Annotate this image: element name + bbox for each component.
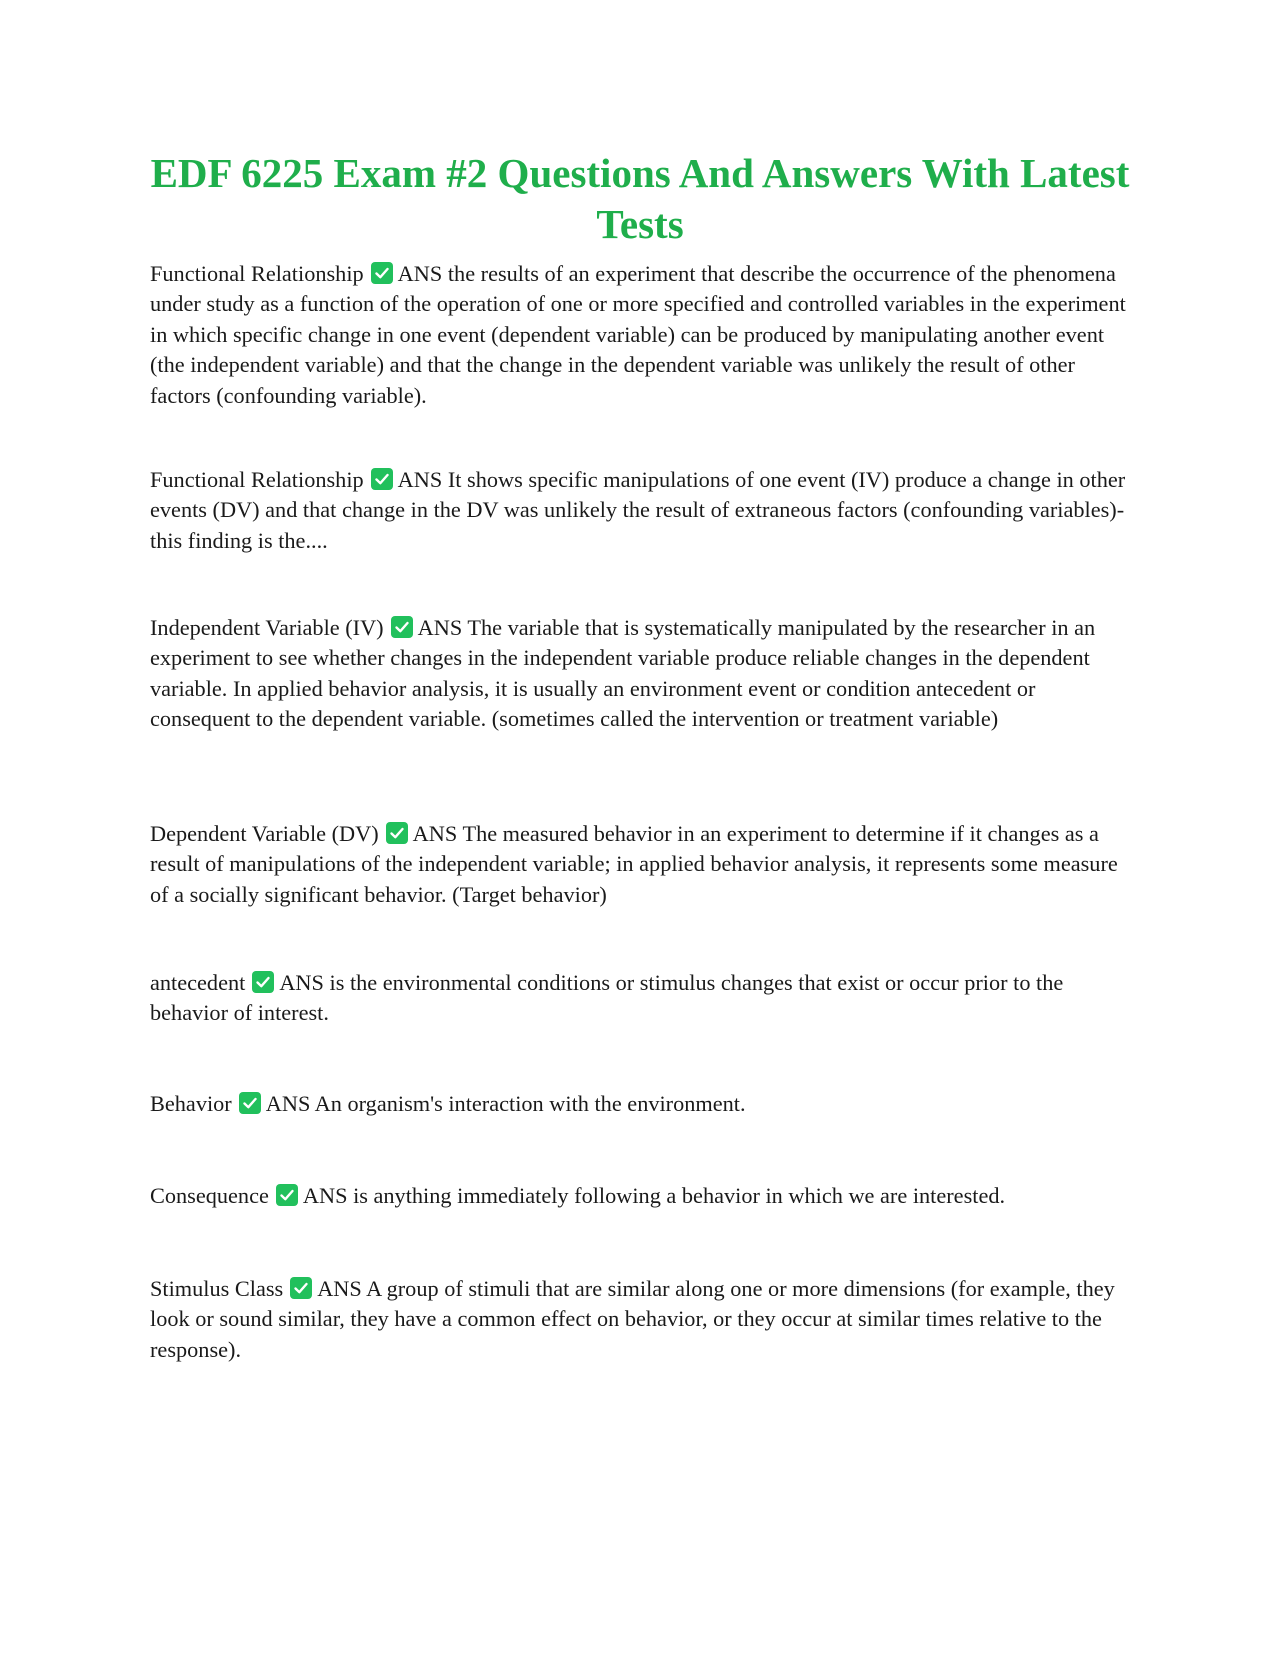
qa-entry [150, 613, 1130, 735]
entry-answer: ANS The measured behavior in an experiment to determine if it changes as a result of manipulations of the independent variable; in applied behavior analysis, it represents some measure of a socially significant behavior. (Target behavior) [150, 821, 1118, 907]
entry-answer: ANS The variable that is systematically manipulated by the researcher in an experiment to see whether changes in the independent variable produce reliable changes in the dependent variable. In applied behavior analysis, it is usually an environment event or condition antecedent or consequent to the dependent variable. (sometimes called the intervention or treatment variable) [150, 615, 1096, 732]
check-mark-icon [371, 262, 393, 284]
entry-answer: ANS is the environmental conditions or stimulus changes that exist or occur prior to the behavior of interest. [150, 970, 1064, 1026]
document-title: EDF 6225 Exam #2 Questions And Answers With Latest Tests [150, 150, 1130, 247]
qa-entry [150, 968, 1130, 1029]
entry-term: Stimulus Class [150, 1276, 284, 1301]
check-mark-icon [391, 616, 413, 638]
qa-entry [150, 465, 1130, 556]
entry-answer: ANS A group of stimuli that are similar along one or more dimensions (for example, they look or sound similar, they have a common effect on behavior, or they occur at similar times relative to the response). [150, 1276, 1115, 1362]
entry-term: Functional Relationship [150, 467, 364, 492]
entry-term: antecedent [150, 970, 246, 995]
qa-entry [150, 1181, 1130, 1211]
entry-term: Dependent Variable (DV) [150, 821, 379, 846]
check-mark-icon [239, 1092, 261, 1114]
entry-term: Functional Relationship [150, 261, 364, 286]
entry-term: Independent Variable (IV) [150, 615, 384, 640]
check-mark-icon [290, 1277, 312, 1299]
qa-entry [150, 1274, 1130, 1365]
qa-entry [150, 1089, 1130, 1119]
qa-entry [150, 259, 1130, 411]
entry-term: Consequence [150, 1183, 269, 1208]
entry-answer: ANS is anything immediately following a behavior in which we are interested. [302, 1183, 1006, 1208]
check-mark-icon [371, 468, 393, 490]
entry-answer: ANS the results of an experiment that describe the occurrence of the phenomena under study as a function of the operation of one or more specified and controlled variables in the experiment in which specific change in one event (dependent variable) can be produced by manipulating another event (the independent variable) and that the change in the dependent variable was unlikely the result of other factors (confounding variable). [150, 261, 1126, 408]
entry-answer: ANS An organism's interaction with the environment. [265, 1091, 746, 1116]
qa-entry [150, 819, 1130, 910]
entry-answer: ANS It shows specific manipulations of one event (IV) produce a change in other events (DV) and that change in the DV was unlikely the result of extraneous factors (confounding variables)- this finding is the.... [150, 467, 1126, 553]
check-mark-icon [276, 1184, 298, 1206]
entry-term: Behavior [150, 1091, 232, 1116]
check-mark-icon [386, 822, 408, 844]
check-mark-icon [252, 971, 274, 993]
